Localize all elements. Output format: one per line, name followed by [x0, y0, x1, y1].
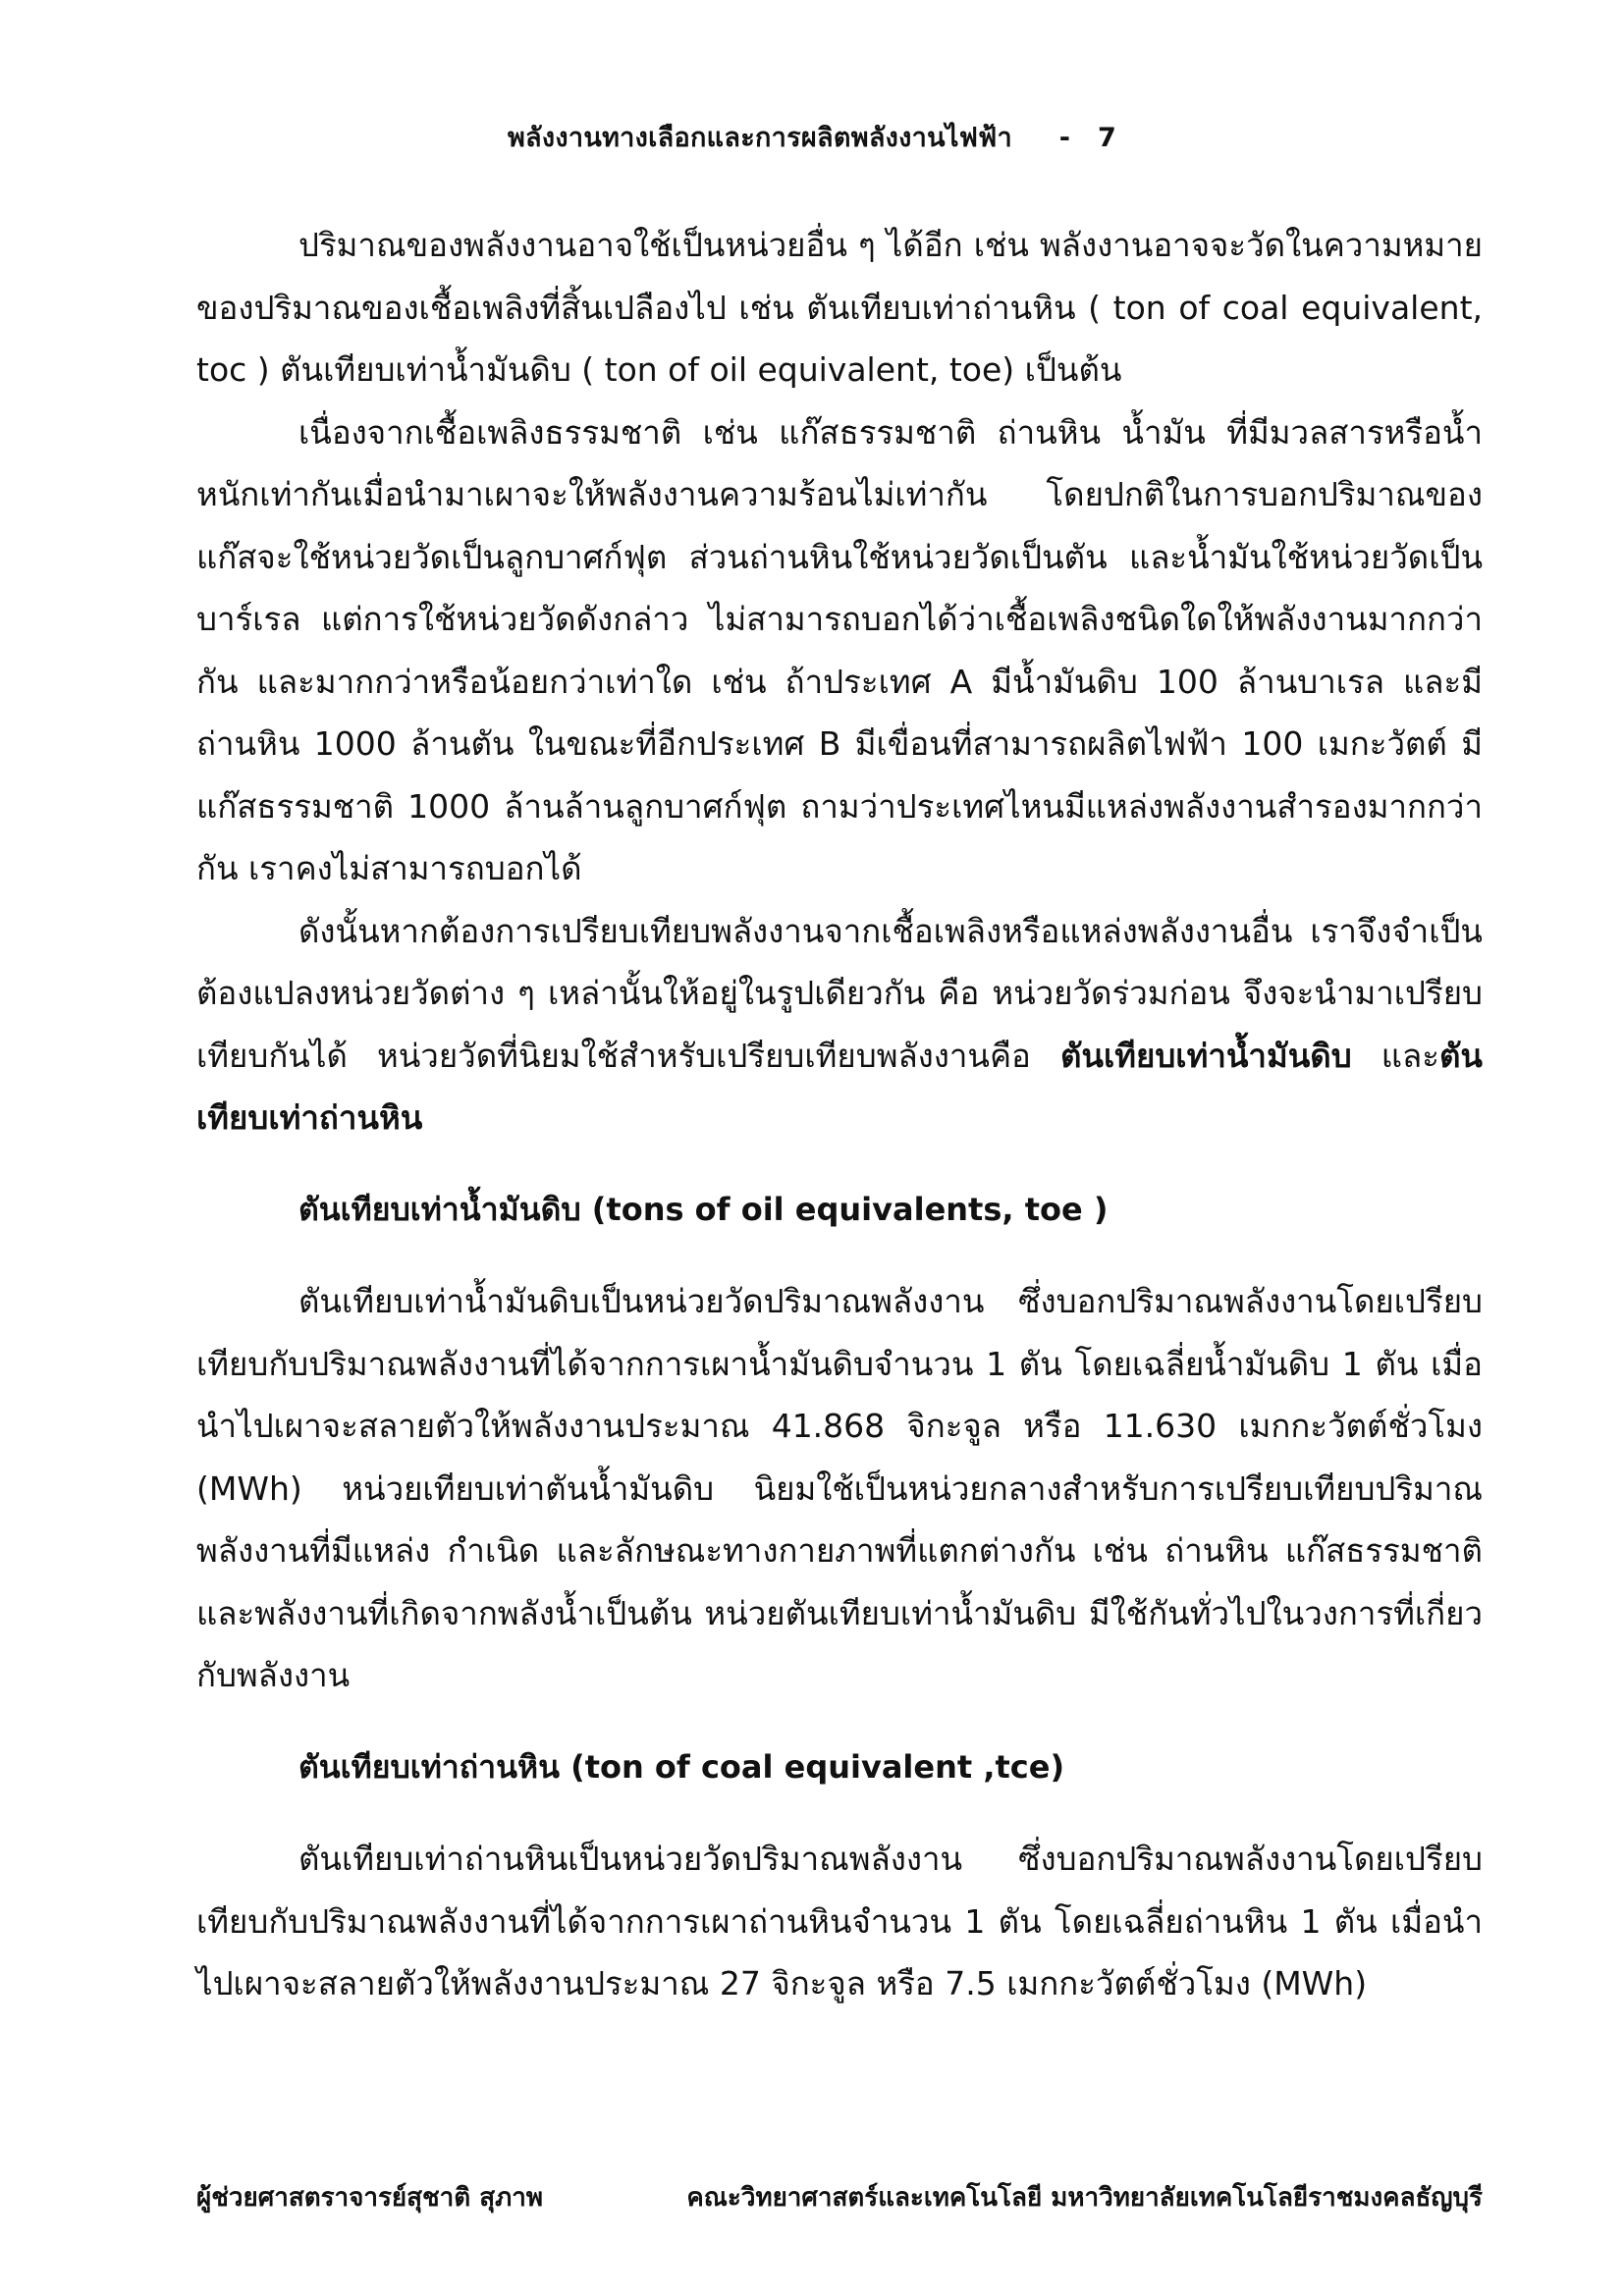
paragraph-common-units-text: ดังนั้นหากต้องการเปรียบเทียบพลังงานจากเชื้อเพลิงหรือแหล่งพลังงานอื่น เราจึงจำเป็นต้องแปลงหน่วยวัดต่าง ๆ เหล่านั้นให้อยู่ในรูปเดียวกัน คือ หน่วยวัดร่วมก่อน จึงจะนำมาเปรียบเทียบกันได้ หน่วยวัดที่นิยมใช้สำหรับเปรียบเทียบพลังงานคือ	[196, 911, 1483, 1075]
paragraph-tce: ตันเทียบเท่าถ่านหินเป็นหน่วยวัดปริมาณพลังงาน ซึ่งบอกปริมาณพลังงานโดยเปรียบเทียบกับปริมาณพลังงานที่ได้จากการเผาถ่านหินจำนวน 1 ตัน โดยเฉลี่ยถ่านหิน 1 ตัน เมื่อนำไปเผาจะสลายตัวให้พลังงานประมาณ 27 จิกะจูล หรือ 7.5 เมกกะวัตต์ชั่วโมง (MWh)	[196, 1840, 1483, 2002]
heading-toe: ตันเทียบเท่าน้ำมันดิบ (tons of oil equivalents, toe )	[298, 1190, 1109, 1228]
paragraph-energy-units: ปริมาณของพลังงานอาจใช้เป็นหน่วยอื่น ๆ ได้อีก เช่น พลังงานอาจจะวัดในความหมายของปริมาณของเชื้อเพลิงที่สิ้นเปลืองไป เช่น ตันเทียบเท่าถ่านหิน ( ton of coal equivalent, toc ) ตันเทียบเท่าน้ำมันดิบ ( ton of oil equivalent, toe) เป็นต้น	[196, 226, 1483, 389]
connector-and: และ	[1351, 1036, 1439, 1075]
page-number: 7	[1097, 123, 1117, 153]
paragraph-natural-fuels: เนื่องจากเชื้อเพลิงธรรมชาติ เช่น แก๊สธรรมชาติ ถ่านหิน น้ำมัน ที่มีมวลสารหรือน้ำหนักเท่ากันเมื่อนำมาเผาจะให้พลังงานความร้อนไม่เท่ากัน โดยปกติในการบอกปริมาณของแก๊สจะใช้หน่วยวัดเป็นลูกบาศก์ฟุต ส่วนถ่านหินใช้หน่วยวัดเป็นตัน และน้ำมันใช้หน่วยวัดเป็นบาร์เรล แต่การใช้หน่วยวัดดังกล่าว ไม่สามารถบอกได้ว่าเชื้อเพลิงชนิดใดให้พลังงานมากกว่ากัน และมากกว่าหรือน้อยกว่าเท่าใด เช่น ถ้าประเทศ A มีน้ำมันดิบ 100 ล้านบาเรล และมีถ่านหิน 1000 ล้านตัน ในขณะที่อีกประเทศ B มีเขื่อนที่สามารถผลิตไฟฟ้า 100 เมกะวัตต์ มีแก๊สธรรมชาติ 1000 ล้านล้านลูกบาศก์ฟุต ถามว่าประเทศไหนมีแหล่งพลังงานสำรองมากกว่ากัน เราคงไม่สามารถบอกได้	[196, 412, 1483, 887]
running-title: พลังงานทางเลือกและการผลิตพลังงานไฟฟ้า	[507, 123, 1013, 153]
page-header	[0, 116, 1624, 158]
term-toe: ตันเทียบเท่าน้ำมันดิบ	[1060, 1036, 1352, 1075]
page-footer	[196, 2177, 1483, 2217]
document-body	[196, 214, 1483, 2015]
term-tce: ตันเทียบเท่าถ่านหิน	[196, 1036, 1483, 1137]
paragraph-common-units	[196, 900, 1483, 1149]
heading-tce: ตันเทียบเท่าถ่านหิน (ton of coal equivalent ,tce)	[298, 1747, 1065, 1786]
footer-author: ผู้ช่วยศาสตราจารย์สุชาติ สุภาพ	[196, 2183, 543, 2213]
paragraph-toe: ตันเทียบเท่าน้ำมันดิบเป็นหน่วยวัดปริมาณพลังงาน ซึ่งบอกปริมาณพลังงานโดยเปรียบเทียบกับปริมาณพลังงานที่ได้จากการเผาน้ำมันดิบจำนวน 1 ตัน โดยเฉลี่ยน้ำมันดิบ 1 ตัน เมื่อนำไปเผาจะสลายตัวให้พลังงานประมาณ 41.868 จิกะจูล หรือ 11.630 เมกกะวัตต์ชั่วโมง (MWh) หน่วยเทียบเท่าตันน้ำมันดิบ นิยมใช้เป็นหน่วยกลางสำหรับการเปรียบเทียบปริมาณพลังงานที่มีแหล่ง กำเนิด และลักษณะทางกายภาพที่แตกต่างกัน เช่น ถ่านหิน แก๊สธรรมชาติ และพลังงานที่เกิดจากพลังน้ำเป็นต้น หน่วยตันเทียบเท่าน้ำมันดิบ มีใช้กันทั่วไปในวงการที่เกี่ยวกับพลังงาน	[196, 1282, 1483, 1694]
footer-institution: คณะวิทยาศาสตร์และเทคโนโลยี มหาวิทยาลัยเทคโนโลยีราชมงคลธัญบุรี	[686, 2183, 1483, 2213]
header-separator: -	[1058, 123, 1071, 153]
